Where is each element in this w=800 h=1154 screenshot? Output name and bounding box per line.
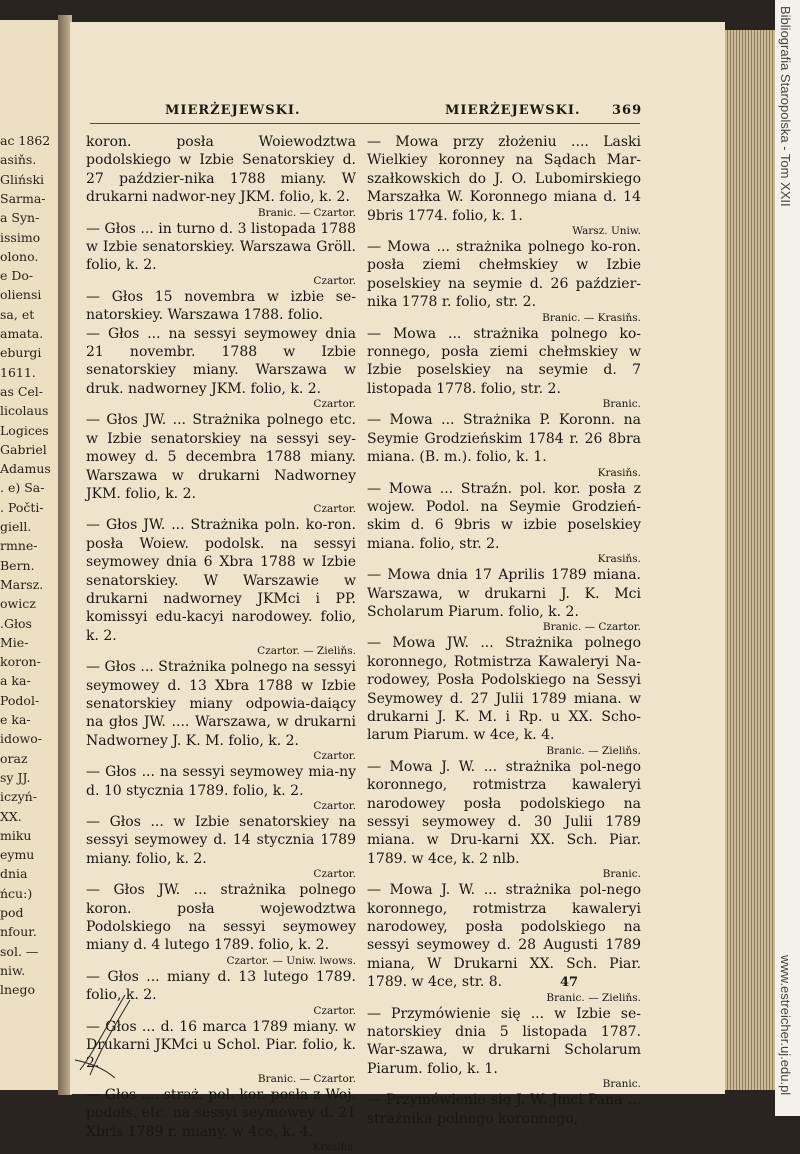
bibliography-entry: — Mowa J. W. ... strażnika pol-nego koronnego, rotmistrza kawaleryi narodowey posła podolskiego na sessyi seymowey d. 30 Julii 1789 miana. w Dru-karni XX. Sch. Piar. 1789. w 4ce, k. 2 nlb. — [367, 758, 641, 867]
holding-library: Krasiňs. — [597, 553, 641, 566]
previous-page-edge — [0, 20, 60, 1090]
left-page-fragment: . e) Sa- — [0, 480, 45, 496]
left-page-fragment: XX. — [0, 808, 22, 824]
right-column — [367, 133, 641, 1128]
holding-library: Branic. — Czartor. — [257, 206, 356, 219]
left-page-fragment: oraz — [0, 750, 28, 766]
left-page-fragment: pod — [0, 905, 24, 920]
holding-library: Czartor. — [313, 503, 356, 516]
signature-number: 47 — [560, 975, 579, 990]
side-strip — [775, 0, 800, 1116]
left-page-fragment: . Počti- — [0, 499, 44, 515]
left-page-fragment: owicz — [0, 596, 36, 612]
bibliography-entry: — Mowa ... Straźn. pol. kor. posła z wojew. Podol. na Seymie Grodzień-skim d. 6 9bris w izbie poselskiey miana. folio, str. 2. — [367, 480, 641, 552]
bibliography-entry: — Głos ... d. 16 marca 1789 miany. w Drukarni JKMci u Schol. Piar. folio, k. 2. — [86, 1018, 356, 1072]
left-page-fragment: sol. — — [0, 943, 39, 959]
left-page-fragment: ac 1862 — [0, 133, 51, 148]
bibliography-entry: — Przymówienie się ... w Izbie se-natorskiey dnia 5 listopada 1787. War-szawa, w drukarni Scholarum Piarum. folio, k. 1. — [367, 1005, 641, 1077]
bibliography-entry: — Głos ... miany d. 13 lutego 1789. folio, k. 2. — [86, 968, 356, 1004]
bibliography-entry: koron. posła Woiewodztwa podolskiego w Izbie Senatorskiey d. 27 paździer-nika 1788 miany. W drukarni nadwor-ney JKM. folio, k. 2. — [86, 134, 356, 206]
bibliography-entry: — Głos JW. ... Strażnika poln. ko-ron. posła Woiew. podolsk. na sessyi seymowey dnia 6 Xbra 1788 w Izbie senatorskiey. W Warszawie w drukarni nadworney JKMci i PP. komissyi edu-kacyi narodowey. folio, k. 2. — [86, 517, 356, 644]
left-page-fragment: eymu — [0, 847, 35, 863]
left-page-fragment: e Do- — [0, 268, 34, 284]
page-edges — [725, 30, 775, 1090]
left-page-fragment: a Syn- — [0, 210, 40, 226]
holding-library: Czartor. — [313, 1004, 356, 1017]
holding-library: Czartor. — [313, 868, 356, 881]
left-page-fragment: Podol- — [0, 692, 40, 708]
bibliography-entry: — Głos ... na sessyi seymowey dnia 21 novembr. 1788 w Izbie senatorskiey miany. Warszawa w druk. nadworney JKM. folio, k. 2. — [86, 325, 356, 397]
left-page-fragment: 1611. — [0, 364, 36, 380]
left-page-fragment: koron- — [0, 654, 41, 670]
left-page-fragment: eburgi — [0, 345, 42, 361]
holding-library: Branic. — Zieliňs. — [546, 991, 641, 1004]
bibliography-entry: — Mowa ... strażnika polnego ko-ron. posła ziemi chełmskiey w Izbie poselskiey na seymie d. 26 paździer-nika 1778 r. folio, str. 2. — [367, 239, 641, 311]
holding-library: Warsz. Uniw. — [572, 225, 641, 238]
left-page-fragment: as Cel- — [0, 383, 44, 399]
bibliography-entry: — Głos ... w Izbie senatorskiey na sessyi seymowey d. 14 stycznia 1789 miany. folio, k. 2. — [86, 814, 356, 867]
holding-library: Czartor. — Zieliňs. — [257, 645, 356, 658]
left-page-fragment: olono. — [0, 248, 39, 264]
bibliography-entry: — Mowa ... Strażnika P. Koronn. na Seymie Grodzieńskim 1784 r. 26 8bra miana. (B. m.). folio, k. 1. — [367, 412, 641, 466]
holding-library: Krasiňs. — [597, 466, 641, 479]
bibliography-entry: — Przymówienie się J. W. Jmci Pana ... strażnika polnego koronnego, — [367, 1092, 641, 1127]
left-page-fragment: Gliński — [0, 171, 45, 187]
bibliography-entry: — Mowa przy złożeniu .... Laski Wielkiey koronney na Sądach Mar-szałkowskich do J. O. Lubomirskiego Marszałka W. Koronnego miana d. 14 9bris 1774. folio, k. 1. — [367, 134, 641, 224]
left-page-fragment: e ka- — [0, 712, 31, 727]
holding-library: Czartor. — Uniw. lwows. — [226, 954, 356, 967]
header-rule — [90, 123, 640, 124]
left-page-fragment: licolaus — [0, 403, 49, 419]
holding-library: Czartor. — [313, 750, 356, 763]
left-page-fragment: Bern. — [0, 557, 35, 573]
left-page-fragment: giell. — [0, 519, 32, 534]
bibliography-entry: — Głos .... straż. pol. kor. posła z Woj. podols. etc. na sessyi seymowey d. 21 Xbris 1789 r. miany. w 4ce, k. 4. — [86, 1086, 356, 1140]
holding-library: Branic. — Zieliňs. — [546, 744, 641, 757]
left-page-fragment: issimo — [0, 229, 41, 245]
source-url: www.estreicher.uj.edu.pl — [778, 955, 793, 1096]
left-page-fragment: nfour. — [0, 924, 37, 940]
left-page-fragment: dnia — [0, 866, 28, 882]
bibliography-entry: — Głos JW. ... Strażnika polnego etc. w Izbie senatorskiey na sessyi sey-mowey d. 5 decembra 1788 miany. Warszawa w drukarni Nadworney JKM. folio, k. 2. — [86, 412, 356, 502]
left-page-fragment: rmne- — [0, 538, 38, 554]
collection-title: Bibliografia Staropolska - Tom XXII — [778, 6, 793, 207]
bibliography-entry: — Głos JW. ... strażnika polnego koron. posła wojewodztwa Podolskiego na sessyi seymowey miany d. 4 lutego 1789. folio, k. 2. — [86, 882, 356, 954]
left-page-fragment: asiňs. — [0, 152, 37, 168]
bibliography-entry: — Mowa dnia 17 Aprilis 1789 miana. Warszawa, w drukarni J. K. Mci Scholarum Piarum. folio, k. 2. — [367, 567, 641, 620]
holding-library: Czartor. — [313, 398, 356, 411]
holding-library: Czartor. — [313, 800, 356, 812]
left-page-fragment: Adamus — [0, 461, 51, 477]
bibliography-entry: — Mowa JW. ... Strażnika polnego koronnego, Rotmistrza Kawaleryi Na-rodowey, Posła Podolskiego na Sessyi Seymowey d. 27 Julii 1789 miana. w drukarni J. K. M. i Rp. u XX. Scho-larum Piarum. w 4ce, k. 4. — [367, 635, 641, 744]
holding-library: Branic. — [602, 1078, 641, 1091]
left-page-fragment: iczyń- — [0, 789, 37, 805]
bibliography-entry: — Głos ... Strażnika polnego na sessyi seymowey d. 13 Xbra 1788 w Izbie senatorskiey miany odpowia-daiący na głos JW. .... Warszawa, w drukarni Nadworney J. K. M. folio, k. 2. — [86, 659, 356, 749]
left-page-fragment: ńcu:) — [0, 885, 33, 901]
bibliography-entry: — Głos ... na sessyi seymowey mia-ny d. 10 stycznia 1789. folio, k. 2. — [86, 764, 356, 799]
holding-library: Branic. — Czartor. — [542, 621, 641, 634]
running-head-left: MIERŻEJEWSKI. — [165, 103, 301, 118]
left-page-fragment: Logices — [0, 422, 49, 438]
left-page-fragment: Marsz. — [0, 576, 44, 592]
holding-library: Branic. — [602, 868, 641, 881]
holding-library: Branic. — Czartor. — [257, 1072, 356, 1085]
holding-library: Branic. — [602, 398, 641, 411]
running-head-right: MIERŻEJEWSKI. — [445, 103, 581, 118]
bibliography-entry: — Mowa ... strażnika polnego ko-ronnego, posła ziemi chełmskiey w Izbie poselskiey na seymie d. 7 listopada 1778. folio, str. 2. — [367, 325, 641, 397]
left-page-fragment: a ka- — [0, 673, 31, 689]
left-page-fragment: sy JJ. — [0, 769, 31, 785]
page-number: 369 — [612, 103, 643, 118]
left-page-fragment: .Głos — [0, 615, 32, 631]
holding-library: Branic. — Krasiňs. — [542, 311, 641, 324]
left-page-fragment: oliensi — [0, 287, 42, 303]
left-page-fragment: amata. — [0, 326, 44, 341]
left-page-fragment: Sarma- — [0, 190, 46, 206]
left-page-fragment: lnego — [0, 982, 35, 998]
left-page-fragment: Gabriel — [0, 441, 47, 457]
left-page-fragment: sa, et — [0, 306, 35, 322]
left-page-fragment: niw. — [0, 962, 26, 978]
pencil-signature-mark — [70, 990, 140, 1080]
left-page-fragment: idowo- — [0, 731, 42, 747]
bibliography-entry: — Głos 15 novembra w izbie se-natorskiey. Warszawa 1788. folio. — [86, 288, 356, 324]
holding-library: Czartor. — [313, 274, 356, 287]
bibliography-entry: — Mowa J. W. ... strażnika pol-nego koronnego, rotmistrza kawaleryi narodowey, posła podolskiego na sessyi seymowey d. 28 Augusti 1789 miana, W Drukarni XX. Sch. Piar. 1789. w 4ce, str. 8. — [367, 882, 641, 991]
left-page-fragment: Mie- — [0, 634, 29, 650]
left-page-fragment: miku — [0, 827, 32, 843]
holding-library: Krasiňs. — [312, 1141, 356, 1154]
bibliography-entry: — Głos ... in turno d. 3 listopada 1788 w Izbie senatorskiey. Warszawa Gröll. folio, k. 2. — [86, 220, 356, 274]
